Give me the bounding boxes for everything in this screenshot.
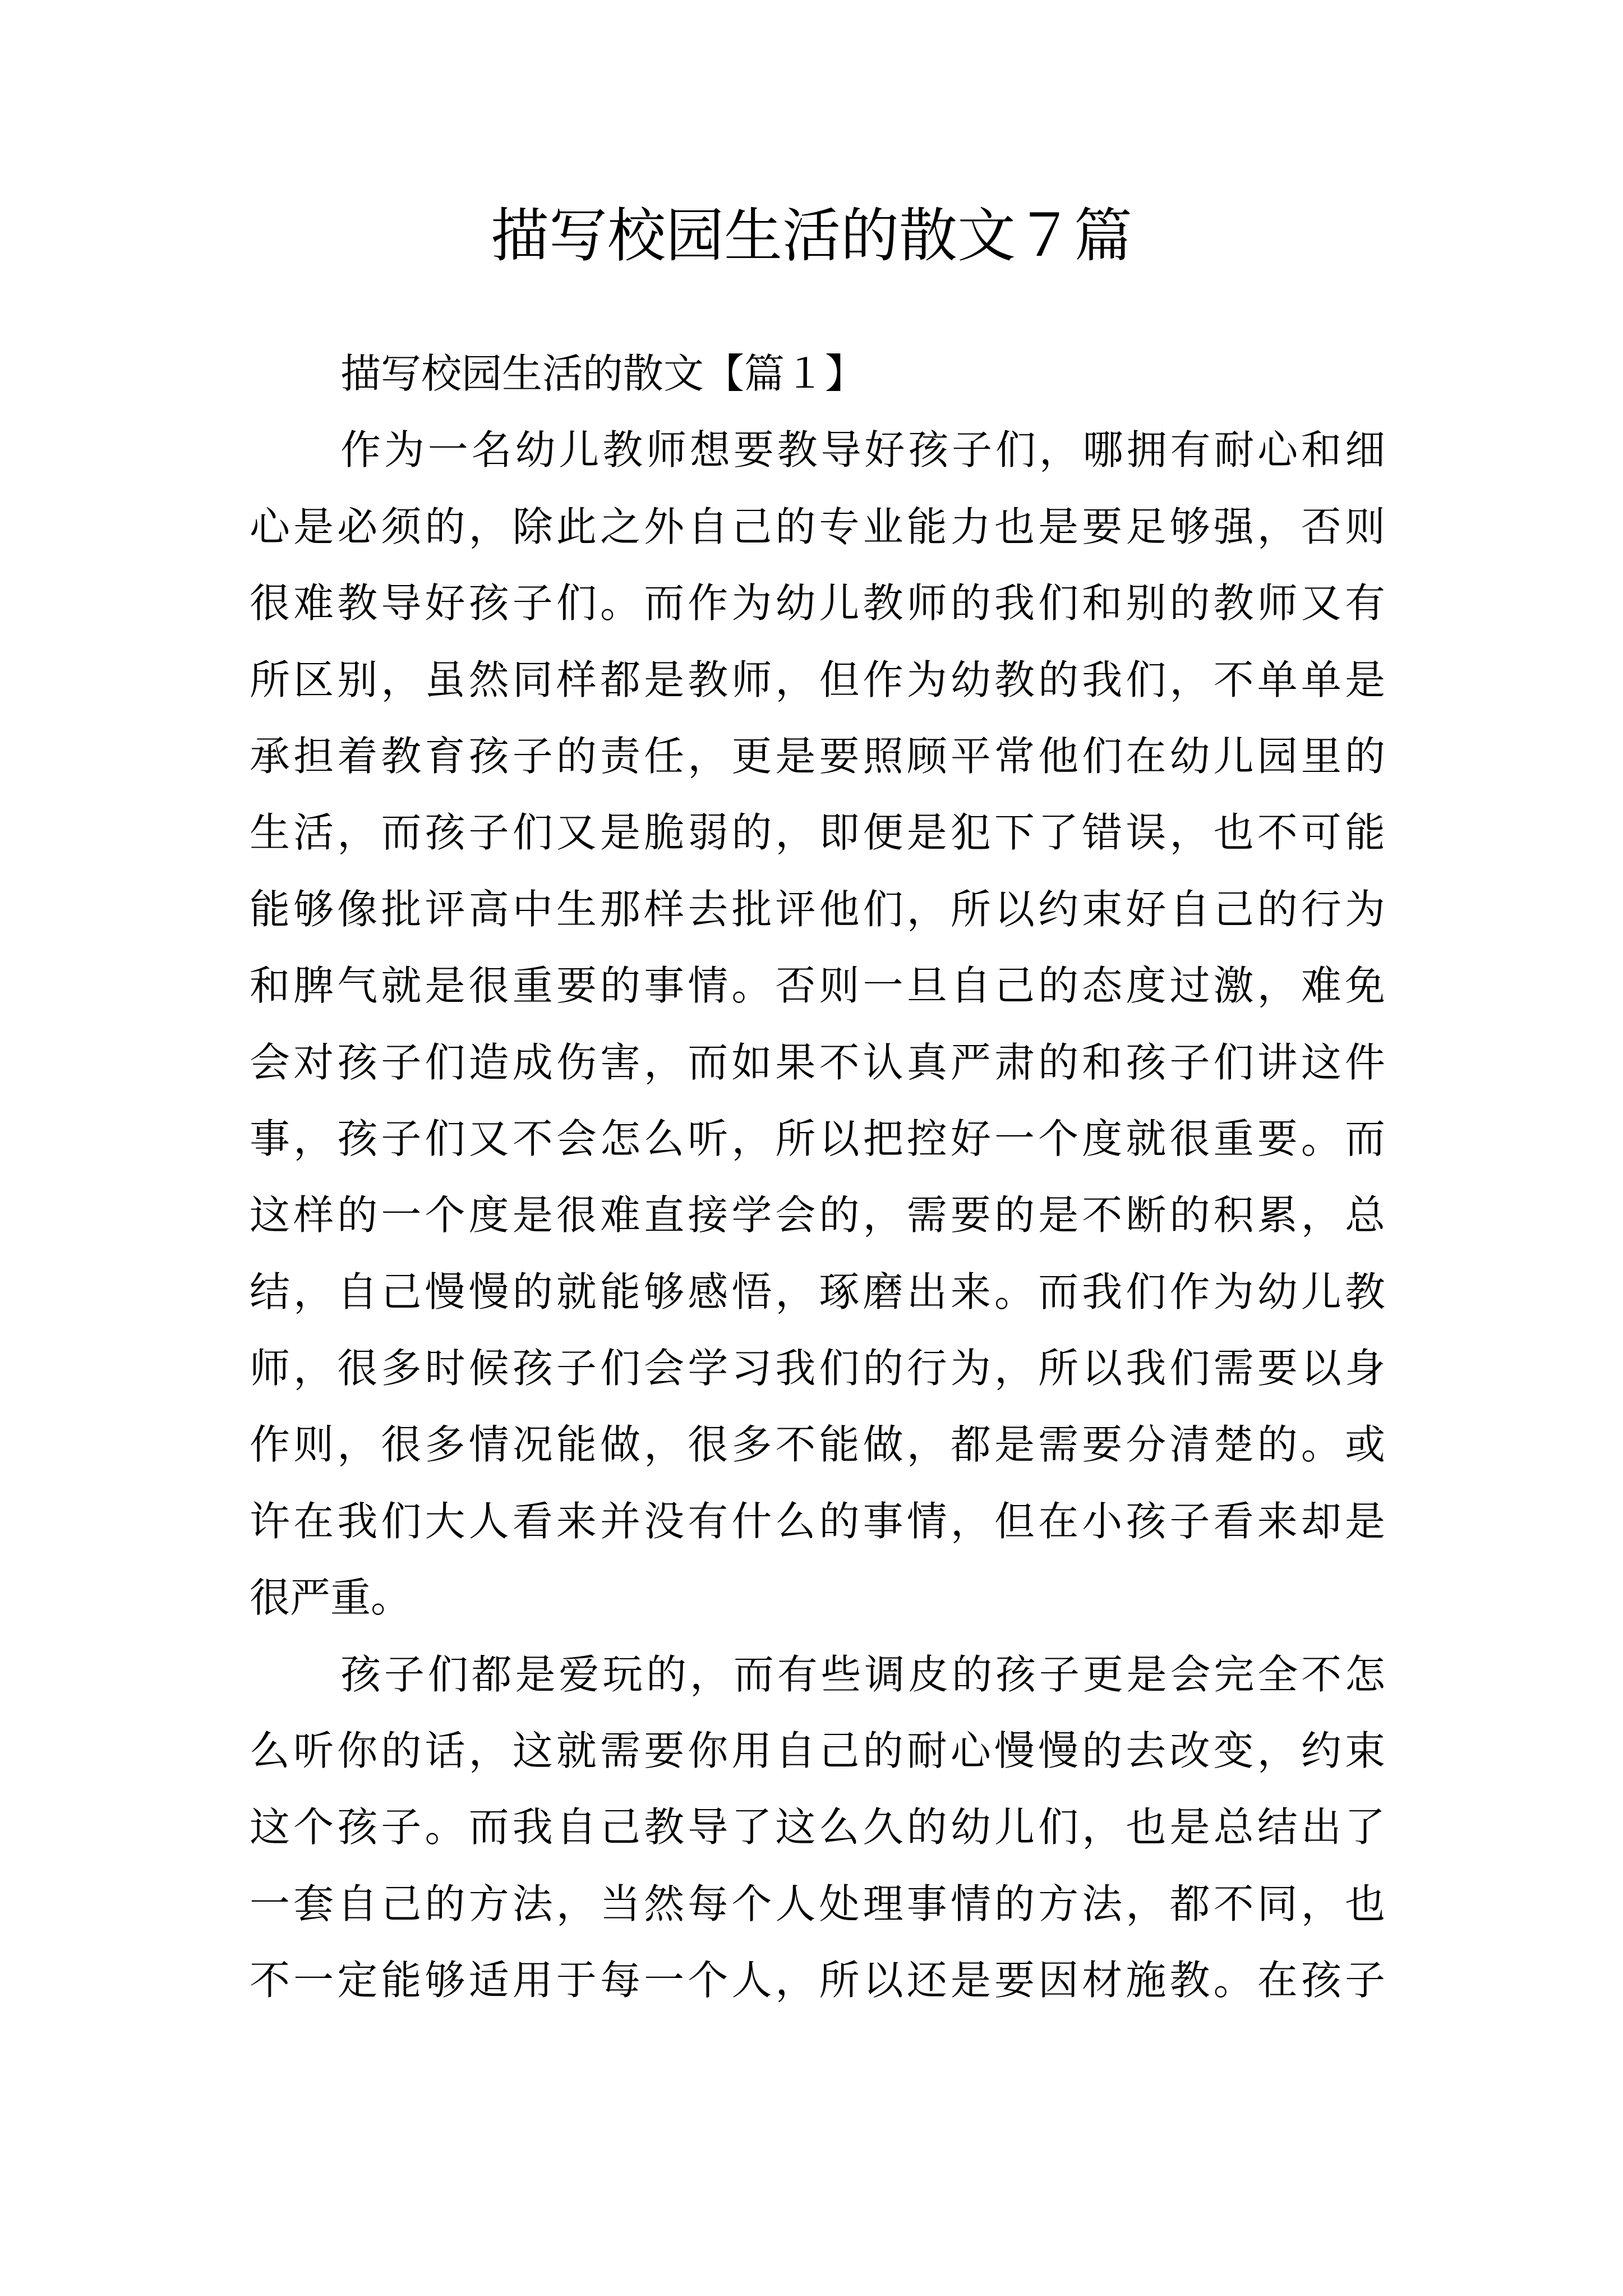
paragraph-line: 事，孩子们又不会怎么听，所以把控好一个度就很重要。而 bbox=[250, 1115, 1385, 1162]
paragraph-line: 作为一名幼儿教师想要教导好孩子们，哪拥有耐心和细 bbox=[340, 426, 1385, 474]
paragraph-line: 不一定能够适用于每一个人，所以还是要因材施教。在孩子 bbox=[250, 1957, 1385, 2004]
paragraph-line: 孩子们都是爱玩的，而有些调皮的孩子更是会完全不怎 bbox=[340, 1650, 1385, 1698]
paragraph-line: 很难教导好孩子们。而作为幼儿教师的我们和别的教师又有 bbox=[250, 579, 1385, 627]
section-heading: 描写校园生活的散文【篇１】 bbox=[340, 350, 866, 397]
paragraph-line: 心是必须的，除此之外自己的专业能力也是要足够强，否则 bbox=[250, 503, 1385, 550]
paragraph-line: 这个孩子。而我自己教导了这么久的幼儿们，也是总结出了 bbox=[250, 1803, 1385, 1851]
paragraph-line: 师，很多时候孩子们会学习我们的行为，所以我们需要以身 bbox=[250, 1345, 1385, 1392]
paragraph-line: 生活，而孩子们又是脆弱的，即便是犯下了错误，也不可能 bbox=[250, 809, 1385, 857]
paragraph-line: 会对孩子们造成伤害，而如果不认真严肃的和孩子们讲这件 bbox=[250, 1038, 1385, 1086]
paragraph-line: 所区别，虽然同样都是教师，但作为幼教的我们，不单单是 bbox=[250, 656, 1385, 703]
paragraph-line: 承担着教育孩子的责任，更是要照顾平常他们在幼儿园里的 bbox=[250, 732, 1385, 780]
paragraph-line: 结，自己慢慢的就能够感悟，琢磨出来。而我们作为幼儿教 bbox=[250, 1268, 1385, 1315]
paragraph-line: 很严重。 bbox=[250, 1574, 412, 1622]
paragraph-line: 作则，很多情况能做，很多不能做，都是需要分清楚的。或 bbox=[250, 1421, 1385, 1469]
paragraph-line: 许在我们大人看来并没有什么的事情，但在小孩子看来却是 bbox=[250, 1497, 1385, 1545]
paragraph-2 bbox=[250, 1636, 1385, 2019]
paragraph-line: 这样的一个度是很难直接学会的，需要的是不断的积累，总 bbox=[250, 1191, 1385, 1239]
paragraph-line: 和脾气就是很重要的事情。否则一旦自己的态度过激，难免 bbox=[250, 962, 1385, 1010]
paragraph-line: 么听你的话，这就需要你用自己的耐心慢慢的去改变，约束 bbox=[250, 1727, 1385, 1775]
paragraph-line: 能够像批评高中生那样去批评他们，所以约束好自己的行为 bbox=[250, 885, 1385, 933]
document-body bbox=[250, 335, 1385, 2019]
paragraph-1 bbox=[250, 412, 1385, 1636]
document-title: 描写校园生活的散文７篇 bbox=[490, 201, 1132, 270]
paragraph-line: 一套自己的方法，当然每个人处理事情的方法，都不同，也 bbox=[250, 1880, 1385, 1927]
